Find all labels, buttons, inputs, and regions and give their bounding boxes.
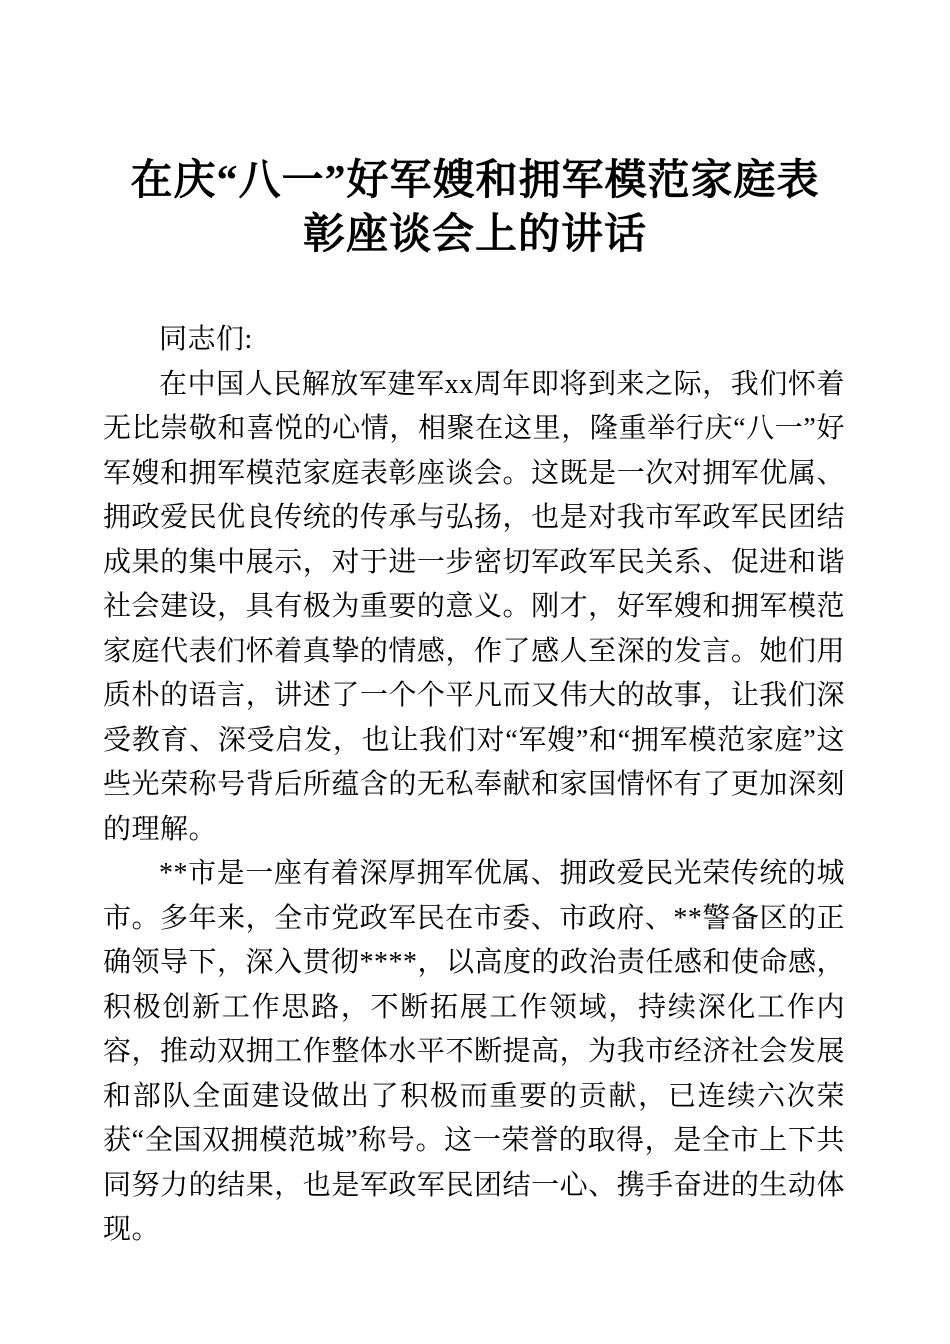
document-body	[0, 318, 950, 1253]
document-title: 在庆“八一”好军嫂和拥军模范家庭表彰座谈会上的讲话	[130, 158, 820, 258]
salutation-paragraph: 同志们:	[159, 324, 253, 355]
body-paragraph-2: **市是一座有着深厚拥军优属、拥政爱民光荣传统的城市。多年来，全市党政军民在市委、市政府、**警备区的正确领导下，深入贯彻****，以高度的政治责任感和使命感，积极创新工作思路，不断拓展工作领域，持续深化工作内容，推动双拥工作整体水平不断提高，为我市经济社会发展和部队全面建设做出了积极而重要的贡献，已连续六次荣获“全国双拥模范城”称号。这一荣誉的取得，是全市上下共同努力的结果，也是军政军民团结一心、携手奋进的生动体现。	[103, 858, 846, 1245]
body-paragraph-1: 在中国人民解放军建军xx周年即将到来之际，我们怀着无比崇敬和喜悦的心情，相聚在这里，隆重举行庆“八一”好军嫂和拥军模范家庭表彰座谈会。这既是一次对拥军优属、拥政爱民优良传统的传承与弘扬，也是对我市军政军民团结成果的集中展示，对于进一步密切军政军民关系、促进和谐社会建设，具有极为重要的意义。刚才，好军嫂和拥军模范家庭代表们怀着真挚的情感，作了感人至深的发言。她们用质朴的语言，讲述了一个个平凡而又伟大的故事，让我们深受教育、深受启发，也让我们对“军嫂”和“拥军模范家庭”这些光荣称号背后所蕴含的无私奉献和家国情怀有了更加深刻的理解。	[103, 368, 845, 845]
